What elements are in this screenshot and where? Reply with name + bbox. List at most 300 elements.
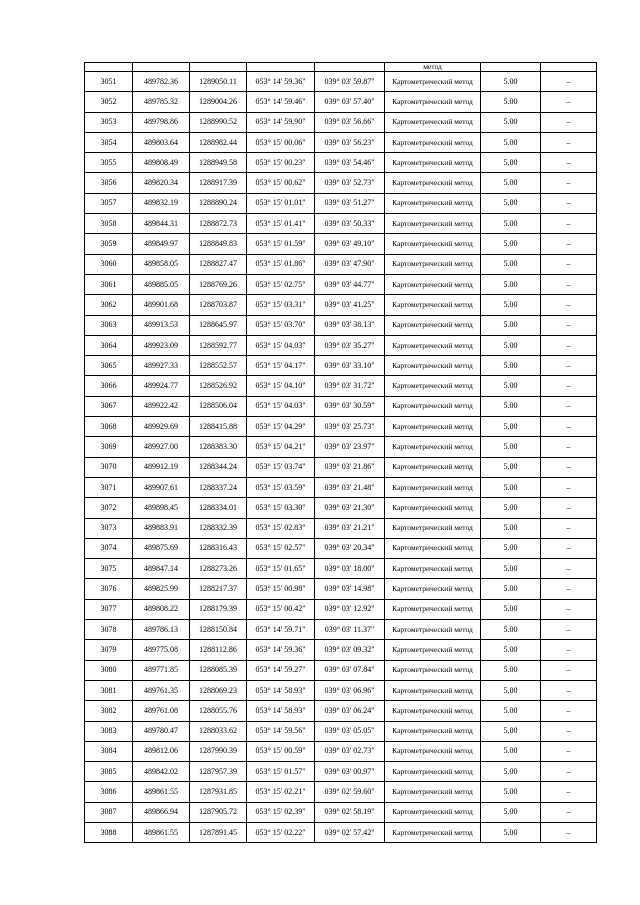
accuracy-cell: 5.00 <box>481 315 541 335</box>
method-cell: Картометрический метод <box>385 335 481 355</box>
longitude-cell: 039° 02' 59.60" <box>315 782 385 802</box>
table-row <box>85 396 597 416</box>
latitude-cell: 053° 15' 03.70" <box>247 315 315 335</box>
accuracy-cell: 5.00 <box>481 498 541 518</box>
x-coordinate-cell: 489786.13 <box>133 620 190 640</box>
table-row <box>85 579 597 599</box>
point-number-cell: 3054 <box>85 132 133 152</box>
point-number-cell: 3084 <box>85 741 133 761</box>
method-cell: Картометрический метод <box>385 680 481 700</box>
point-number-cell: 3060 <box>85 254 133 274</box>
accuracy-cell: 5.00 <box>481 680 541 700</box>
method-cell: Картометрический метод <box>385 599 481 619</box>
latitude-cell: 053° 14' 59.36" <box>247 72 315 92</box>
method-cell: Картометрический метод <box>385 782 481 802</box>
accuracy-cell: 5.00 <box>481 335 541 355</box>
y-coordinate-cell: 1288827.47 <box>190 254 247 274</box>
y-coordinate-cell: 1288949.58 <box>190 153 247 173</box>
accuracy-cell: 5.00 <box>481 640 541 660</box>
x-coordinate-cell: 489885.05 <box>133 274 190 294</box>
table-row <box>85 599 597 619</box>
table-row <box>85 193 597 213</box>
accuracy-cell: 5.00 <box>481 417 541 437</box>
table-row <box>85 802 597 822</box>
table-row <box>85 457 597 477</box>
empty-value-cell: – <box>541 782 597 802</box>
y-coordinate-cell: 1288273.26 <box>190 559 247 579</box>
empty-value-cell: – <box>541 741 597 761</box>
accuracy-cell: 5.00 <box>481 437 541 457</box>
method-cell: Картометрический метод <box>385 254 481 274</box>
point-number-cell: 3067 <box>85 396 133 416</box>
empty-value-cell: – <box>541 457 597 477</box>
point-number-cell: 3080 <box>85 660 133 680</box>
table-row <box>85 376 597 396</box>
empty-value-cell: – <box>541 721 597 741</box>
table-row <box>85 72 597 92</box>
latitude-cell: 053° 14' 59.27" <box>247 660 315 680</box>
latitude-cell: 053° 15' 00.98" <box>247 579 315 599</box>
point-number-cell: 3088 <box>85 822 133 842</box>
longitude-cell: 039° 03' 41.25" <box>315 295 385 315</box>
method-cell: Картометрический метод <box>385 822 481 842</box>
point-number-cell: 3055 <box>85 153 133 173</box>
y-coordinate-cell: 1287905.72 <box>190 802 247 822</box>
longitude-cell: 039° 03' 06.96" <box>315 680 385 700</box>
y-coordinate-cell: 1288085.39 <box>190 660 247 680</box>
empty-value-cell: – <box>541 518 597 538</box>
table-row <box>85 417 597 437</box>
point-number-cell: 3074 <box>85 538 133 558</box>
point-number-cell: 3052 <box>85 92 133 112</box>
accuracy-cell: 5.00 <box>481 234 541 254</box>
empty-value-cell: – <box>541 477 597 497</box>
empty-value-cell: – <box>541 762 597 782</box>
longitude-cell: 039° 03' 21.30" <box>315 498 385 518</box>
longitude-cell: 039° 03' 21.86" <box>315 457 385 477</box>
point-number-cell: 3085 <box>85 762 133 782</box>
y-coordinate-cell: 1288055.76 <box>190 701 247 721</box>
table-row <box>85 640 597 660</box>
longitude-cell: 039° 03' 54.46" <box>315 153 385 173</box>
point-number-cell: 3069 <box>85 437 133 457</box>
y-coordinate-cell: 1288506.04 <box>190 396 247 416</box>
y-coordinate-cell: 1288217.37 <box>190 579 247 599</box>
method-cell: Картометрический метод <box>385 559 481 579</box>
point-number-cell: 3079 <box>85 640 133 660</box>
y-coordinate-cell: 1288344.24 <box>190 457 247 477</box>
y-coordinate-cell: 1289004.26 <box>190 92 247 112</box>
accuracy-cell: 5.00 <box>481 376 541 396</box>
empty-value-cell: – <box>541 274 597 294</box>
latitude-cell: 053° 14' 58.93" <box>247 701 315 721</box>
table-row <box>85 701 597 721</box>
longitude-cell: 039° 03' 20.34" <box>315 538 385 558</box>
longitude-cell: 039° 03' 49.10" <box>315 234 385 254</box>
empty-value-cell: – <box>541 214 597 234</box>
accuracy-cell: 5.00 <box>481 802 541 822</box>
empty-value-cell: – <box>541 193 597 213</box>
empty-value-cell: – <box>541 132 597 152</box>
table-row <box>85 741 597 761</box>
latitude-cell: 053° 15' 02.21" <box>247 782 315 802</box>
method-cell: Картометрический метод <box>385 518 481 538</box>
table-row <box>85 822 597 842</box>
point-number-cell: 3053 <box>85 112 133 132</box>
empty-value-cell: – <box>541 822 597 842</box>
accuracy-cell: 5.00 <box>481 173 541 193</box>
longitude-cell: 039° 03' 51.27" <box>315 193 385 213</box>
point-number-cell: 3071 <box>85 477 133 497</box>
x-coordinate-cell: 489798.86 <box>133 112 190 132</box>
y-coordinate-cell: 1288872.73 <box>190 214 247 234</box>
y-coordinate-cell: 1288069.23 <box>190 680 247 700</box>
y-coordinate-cell: 1288316.43 <box>190 538 247 558</box>
x-coordinate-cell: 489847.14 <box>133 559 190 579</box>
table-row <box>85 274 597 294</box>
table-row <box>85 234 597 254</box>
longitude-cell: 039° 03' 18.00" <box>315 559 385 579</box>
point-number-cell: 3068 <box>85 417 133 437</box>
x-coordinate-cell: 489780.47 <box>133 721 190 741</box>
x-coordinate-cell: 489812.06 <box>133 741 190 761</box>
latitude-cell: 053° 15' 01.41" <box>247 214 315 234</box>
method-cell: Картометрический метод <box>385 721 481 741</box>
method-cell: Картометрический метод <box>385 802 481 822</box>
empty-value-cell: – <box>541 498 597 518</box>
table-row <box>85 518 597 538</box>
method-cell: Картометрический метод <box>385 193 481 213</box>
empty-value-cell: – <box>541 579 597 599</box>
longitude-cell: 039° 03' 11.37" <box>315 620 385 640</box>
table-row <box>85 620 597 640</box>
method-cell: Картометрический метод <box>385 132 481 152</box>
point-number-cell: 3070 <box>85 457 133 477</box>
table-row <box>85 762 597 782</box>
x-coordinate-cell: 489803.64 <box>133 132 190 152</box>
table-row <box>85 782 597 802</box>
accuracy-cell: 5.00 <box>481 559 541 579</box>
accuracy-cell: 5.00 <box>481 132 541 152</box>
x-coordinate-cell: 489761.08 <box>133 701 190 721</box>
y-coordinate-cell: 1288849.83 <box>190 234 247 254</box>
accuracy-cell: 5.00 <box>481 741 541 761</box>
empty-value-cell: – <box>541 437 597 457</box>
latitude-cell: 053° 15' 01.01" <box>247 193 315 213</box>
accuracy-cell: 5.00 <box>481 822 541 842</box>
point-number-cell: 3076 <box>85 579 133 599</box>
longitude-cell: 039° 03' 00.97" <box>315 762 385 782</box>
method-cell: Картометрический метод <box>385 214 481 234</box>
latitude-cell: 053° 15' 02.75" <box>247 274 315 294</box>
method-cell: Картометрический метод <box>385 153 481 173</box>
method-cell: Картометрический метод <box>385 396 481 416</box>
longitude-cell: 039° 03' 05.05" <box>315 721 385 741</box>
accuracy-cell: 5.00 <box>481 153 541 173</box>
table-row <box>85 254 597 274</box>
y-coordinate-cell: 1288337.24 <box>190 477 247 497</box>
latitude-cell: 053° 15' 02.57" <box>247 538 315 558</box>
longitude-cell: 039° 02' 57.42" <box>315 822 385 842</box>
empty-value-cell: – <box>541 559 597 579</box>
x-coordinate-cell: 489907.61 <box>133 477 190 497</box>
accuracy-cell: 5.00 <box>481 214 541 234</box>
point-number-cell: 3065 <box>85 356 133 376</box>
y-coordinate-cell: 1288917.39 <box>190 173 247 193</box>
latitude-cell: 053° 14' 59.90" <box>247 112 315 132</box>
longitude-cell: 039° 03' 44.77" <box>315 274 385 294</box>
table-row <box>85 132 597 152</box>
latitude-cell: 053° 14' 59.46" <box>247 92 315 112</box>
x-coordinate-cell: 489808.49 <box>133 153 190 173</box>
accuracy-cell: 5.00 <box>481 620 541 640</box>
table-row <box>85 721 597 741</box>
y-coordinate-cell: 1288703.87 <box>190 295 247 315</box>
accuracy-cell: 5.00 <box>481 538 541 558</box>
x-coordinate-cell: 489844.31 <box>133 214 190 234</box>
longitude-cell: 039° 03' 25.73" <box>315 417 385 437</box>
x-coordinate-cell: 489842.02 <box>133 762 190 782</box>
point-number-cell: 3062 <box>85 295 133 315</box>
x-coordinate-cell: 489924.77 <box>133 376 190 396</box>
empty-value-cell: – <box>541 701 597 721</box>
method-cell: метод <box>385 63 481 72</box>
table-row <box>85 92 597 112</box>
latitude-cell: 053° 15' 04.29" <box>247 417 315 437</box>
method-cell: Картометрический метод <box>385 498 481 518</box>
accuracy-cell: 5.00 <box>481 396 541 416</box>
accuracy-cell: 5.00 <box>481 356 541 376</box>
table-row <box>85 356 597 376</box>
empty-value-cell: – <box>541 254 597 274</box>
method-cell: Картометрический метод <box>385 660 481 680</box>
y-coordinate-cell: 1288179.39 <box>190 599 247 619</box>
x-coordinate-cell: 489771.85 <box>133 660 190 680</box>
x-coordinate-cell: 489875.69 <box>133 538 190 558</box>
method-cell: Картометрический метод <box>385 173 481 193</box>
table-row <box>85 295 597 315</box>
latitude-cell: 053° 15' 02.39" <box>247 802 315 822</box>
accuracy-cell: 5.00 <box>481 92 541 112</box>
method-cell: Картометрический метод <box>385 437 481 457</box>
method-cell: Картометрический метод <box>385 640 481 660</box>
y-coordinate-cell: 1289050.11 <box>190 72 247 92</box>
latitude-cell: 053° 15' 03.59" <box>247 477 315 497</box>
longitude-cell: 039° 03' 21.21" <box>315 518 385 538</box>
empty-value-cell: – <box>541 802 597 822</box>
longitude-cell: 039° 03' 59.87" <box>315 72 385 92</box>
latitude-cell: 053° 15' 00.06" <box>247 132 315 152</box>
accuracy-cell: 5.00 <box>481 721 541 741</box>
accuracy-cell: 5.00 <box>481 518 541 538</box>
longitude-cell: 039° 03' 02.73" <box>315 741 385 761</box>
point-number-cell: 3077 <box>85 599 133 619</box>
latitude-cell: 053° 15' 02.83" <box>247 518 315 538</box>
x-coordinate-cell: 489785.32 <box>133 92 190 112</box>
accuracy-cell: 5.00 <box>481 457 541 477</box>
x-coordinate-cell: 489808.22 <box>133 599 190 619</box>
empty-value-cell: – <box>541 112 597 132</box>
empty-value-cell: – <box>541 640 597 660</box>
longitude-cell: 039° 03' 47.90" <box>315 254 385 274</box>
empty-value-cell: – <box>541 356 597 376</box>
table-row <box>85 315 597 335</box>
method-cell: Картометрический метод <box>385 234 481 254</box>
table-row <box>85 477 597 497</box>
x-coordinate-cell: 489927.00 <box>133 437 190 457</box>
point-number-cell: 3072 <box>85 498 133 518</box>
method-cell: Картометрический метод <box>385 457 481 477</box>
x-coordinate-cell: 489866.94 <box>133 802 190 822</box>
method-cell: Картометрический метод <box>385 579 481 599</box>
latitude-cell: 053° 15' 03.74" <box>247 457 315 477</box>
y-coordinate-cell: 1287990.39 <box>190 741 247 761</box>
point-number-cell: 3078 <box>85 620 133 640</box>
y-coordinate-cell: 1288334.01 <box>190 498 247 518</box>
method-cell: Картометрический метод <box>385 417 481 437</box>
table-row <box>85 498 597 518</box>
point-number-cell: 3083 <box>85 721 133 741</box>
point-number-cell: 3056 <box>85 173 133 193</box>
x-coordinate-cell: 489898.45 <box>133 498 190 518</box>
point-number-cell: 3059 <box>85 234 133 254</box>
longitude-cell: 039° 02' 58.19" <box>315 802 385 822</box>
longitude-cell: 039° 03' 57.40" <box>315 92 385 112</box>
empty-value-cell: – <box>541 335 597 355</box>
latitude-cell: 053° 15' 01.65" <box>247 559 315 579</box>
accuracy-cell: 5.00 <box>481 477 541 497</box>
table-row <box>85 437 597 457</box>
table-row <box>85 335 597 355</box>
method-cell: Картометрический метод <box>385 72 481 92</box>
latitude-cell: 053° 15' 00.42" <box>247 599 315 619</box>
x-coordinate-cell: 489858.05 <box>133 254 190 274</box>
x-coordinate-cell: 489913.53 <box>133 315 190 335</box>
y-coordinate-cell: 1288552.57 <box>190 356 247 376</box>
y-coordinate-cell: 1288592.77 <box>190 335 247 355</box>
empty-value-cell: – <box>541 660 597 680</box>
point-number-cell: 3051 <box>85 72 133 92</box>
x-coordinate-cell: 489761.35 <box>133 680 190 700</box>
table-row <box>85 538 597 558</box>
table-row <box>85 680 597 700</box>
latitude-cell: 053° 15' 01.59" <box>247 234 315 254</box>
empty-value-cell: – <box>541 153 597 173</box>
y-coordinate-cell: 1288769.26 <box>190 274 247 294</box>
method-cell: Картометрический метод <box>385 274 481 294</box>
longitude-cell: 039° 03' 50.33" <box>315 214 385 234</box>
x-coordinate-cell: 489782.36 <box>133 72 190 92</box>
point-number-cell: 3075 <box>85 559 133 579</box>
accuracy-cell: 5.00 <box>481 660 541 680</box>
point-number-cell: 3064 <box>85 335 133 355</box>
y-coordinate-cell: 1288332.39 <box>190 518 247 538</box>
empty-value-cell: – <box>541 396 597 416</box>
accuracy-cell: 5.00 <box>481 295 541 315</box>
method-cell: Картометрический метод <box>385 295 481 315</box>
latitude-cell: 053° 15' 00.62" <box>247 173 315 193</box>
table-row <box>85 173 597 193</box>
y-coordinate-cell: 1288890.24 <box>190 193 247 213</box>
y-coordinate-cell: 1288526.92 <box>190 376 247 396</box>
x-coordinate-cell: 489923.09 <box>133 335 190 355</box>
longitude-cell: 039° 03' 38.13" <box>315 315 385 335</box>
latitude-cell: 053° 15' 04.21" <box>247 437 315 457</box>
empty-value-cell: – <box>541 234 597 254</box>
method-cell: Картометрический метод <box>385 356 481 376</box>
x-coordinate-cell: 489820.34 <box>133 173 190 193</box>
coordinates-table-page <box>84 62 597 843</box>
point-number-cell: 3086 <box>85 782 133 802</box>
empty-value-cell: – <box>541 72 597 92</box>
latitude-cell: 053° 15' 04.10" <box>247 376 315 396</box>
y-coordinate-cell: 1288645.97 <box>190 315 247 335</box>
table-row <box>85 112 597 132</box>
x-coordinate-cell: 489929.69 <box>133 417 190 437</box>
y-coordinate-cell: 1288112.86 <box>190 640 247 660</box>
x-coordinate-cell: 489849.97 <box>133 234 190 254</box>
latitude-cell: 053° 15' 04.03" <box>247 396 315 416</box>
x-coordinate-cell: 489912.19 <box>133 457 190 477</box>
point-number-cell: 3081 <box>85 680 133 700</box>
method-cell: Картометрический метод <box>385 315 481 335</box>
accuracy-cell: 5.00 <box>481 579 541 599</box>
y-coordinate-cell: 1288982.44 <box>190 132 247 152</box>
latitude-cell: 053° 15' 01.86" <box>247 254 315 274</box>
x-coordinate-cell: 489825.99 <box>133 579 190 599</box>
point-number-cell: 3063 <box>85 315 133 335</box>
accuracy-cell: 5.00 <box>481 193 541 213</box>
point-number-cell: 3066 <box>85 376 133 396</box>
x-coordinate-cell: 489927.33 <box>133 356 190 376</box>
empty-value-cell: – <box>541 620 597 640</box>
method-cell: Картометрический метод <box>385 376 481 396</box>
accuracy-cell: 5.00 <box>481 762 541 782</box>
accuracy-cell: 5.00 <box>481 254 541 274</box>
x-coordinate-cell: 489922.42 <box>133 396 190 416</box>
y-coordinate-cell: 1288033.62 <box>190 721 247 741</box>
longitude-cell: 039° 03' 06.24" <box>315 701 385 721</box>
accuracy-cell: 5.00 <box>481 782 541 802</box>
point-number-cell: 3061 <box>85 274 133 294</box>
latitude-cell: 053° 15' 00.59" <box>247 741 315 761</box>
empty-value-cell: – <box>541 538 597 558</box>
table-row <box>85 214 597 234</box>
longitude-cell: 039° 03' 56.23" <box>315 132 385 152</box>
latitude-cell: 053° 15' 04.03" <box>247 335 315 355</box>
x-coordinate-cell: 489775.08 <box>133 640 190 660</box>
empty-value-cell: – <box>541 417 597 437</box>
longitude-cell: 039° 03' 30.59" <box>315 396 385 416</box>
empty-value-cell: – <box>541 295 597 315</box>
y-coordinate-cell: 1288383.30 <box>190 437 247 457</box>
method-cell: Картометрический метод <box>385 477 481 497</box>
accuracy-cell: 5.00 <box>481 72 541 92</box>
empty-value-cell: – <box>541 173 597 193</box>
table-row <box>85 660 597 680</box>
method-cell: Картометрический метод <box>385 620 481 640</box>
point-number-cell: 3082 <box>85 701 133 721</box>
longitude-cell: 039° 03' 23.97" <box>315 437 385 457</box>
x-coordinate-cell: 489861.55 <box>133 782 190 802</box>
continued-row <box>85 63 597 72</box>
longitude-cell: 039° 03' 21.48" <box>315 477 385 497</box>
table-row <box>85 559 597 579</box>
latitude-cell: 053° 14' 59.56" <box>247 721 315 741</box>
latitude-cell: 053° 15' 03.31" <box>247 295 315 315</box>
accuracy-cell: 5.00 <box>481 701 541 721</box>
method-cell: Картометрический метод <box>385 701 481 721</box>
